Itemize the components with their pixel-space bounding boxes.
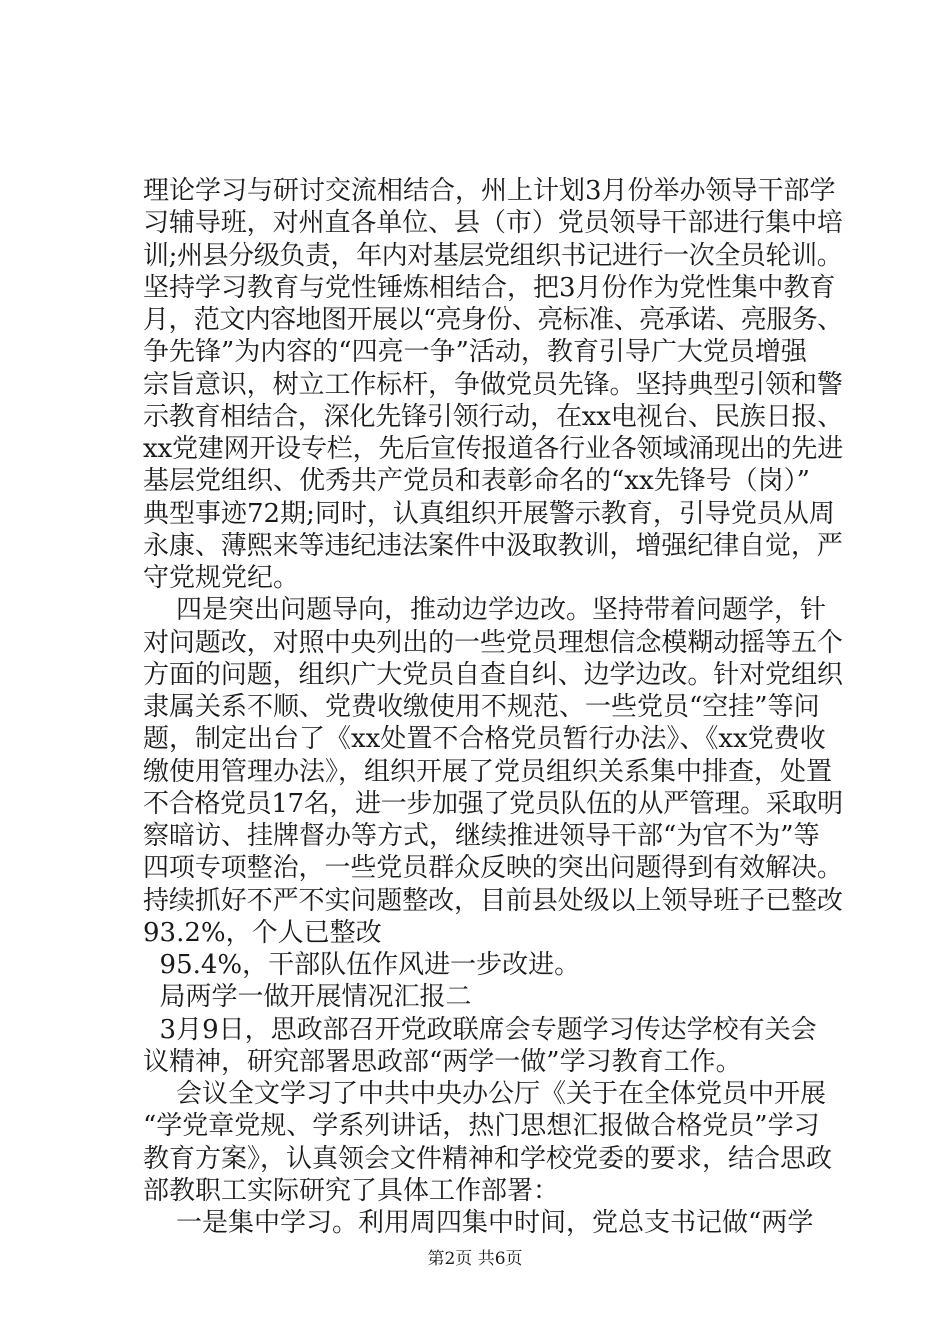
text-line: 教育方案》，认真领会文件精神和学校党委的要求，结合思政 bbox=[143, 1143, 833, 1174]
text-line: 部教职工实际研究了具体工作部署： bbox=[143, 1175, 560, 1206]
text-line: 基层党组织、优秀共产党员和表彰命名的“xx先锋号（岗）” bbox=[143, 466, 810, 497]
text-line: 月，范文内容地图开展以“亮身份、亮标准、亮承诺、亮服务、 bbox=[143, 305, 843, 335]
text-line: 察暗访、挂牌督办等方式，继续推进领导干部“为官不为”等 bbox=[143, 821, 820, 851]
text-line: 缴使用管理办法》，组织开展了党员组织关系集中排查，处置 bbox=[143, 756, 833, 787]
text-line: 典型事迹72期;同时，认真组织开展警示教育，引导党员从周 bbox=[143, 498, 835, 529]
text-line: “学党章党规、学系列讲话，热门思想汇报做合格党员”学习 bbox=[143, 1111, 820, 1142]
text-line: 93.2%，个人已整改 bbox=[143, 917, 382, 948]
text-line: 四项专项整治，一些党员群众反映的突出问题得到有效解决。 bbox=[143, 853, 843, 884]
text-line: 对问题改，对照中央列出的一些党员理想信念模糊动摇等五个 bbox=[143, 627, 843, 658]
text-line: 3月9日，思政部召开党政联席会专题学习传达学校有关会 bbox=[143, 1014, 817, 1045]
text-line: xx党建网开设专栏，先后宣传报道各行业各领域涌现出的先进 bbox=[143, 434, 843, 464]
text-line: 不合格党员17名，进一步加强了党员队伍的从严管理。采取明 bbox=[143, 788, 843, 819]
text-line: 宗旨意识，树立工作标杆，争做党员先锋。坚持典型引领和警 bbox=[143, 369, 843, 400]
text-line: 坚持学习教育与党性锤炼相结合，把3月份作为党性集中教育 bbox=[143, 272, 836, 303]
page-number-footer: 第2页 共6页 bbox=[427, 1249, 523, 1269]
text-line: 隶属关系不顺、党费收缴使用不规范、一些党员“空挂”等问 bbox=[143, 692, 820, 722]
text-line: 永康、薄熙来等违纪违法案件中汲取教训，增强纪律自觉，严 bbox=[143, 530, 843, 561]
text-line: 95.4%，干部队伍作风进一步改进。 bbox=[143, 950, 581, 980]
text-line: 守党规党纪。 bbox=[143, 563, 300, 593]
text-line: 争先锋”为内容的“四亮一争”活动，教育引导广大党员增强 bbox=[143, 337, 807, 368]
text-line: 方面的问题，组织广大党员自查自纠、边学边改。针对党组织 bbox=[143, 659, 843, 690]
text-line: 训;州县分级负责，年内对基层党组织书记进行一次全员轮训。 bbox=[143, 240, 843, 271]
text-line: 议精神，研究部署思政部“两学一做”学习教育工作。 bbox=[143, 1046, 742, 1077]
text-line: 持续抓好不严不实问题整改，目前县处级以上领导班子已整改 bbox=[143, 885, 843, 916]
body-text bbox=[143, 175, 843, 1239]
text-line: 题，制定出台了《xx处置不合格党员暂行办法》、《xx党费收 bbox=[143, 724, 826, 755]
text-line: 习辅导班，对州直各单位、县（市）党员领导干部进行集中培 bbox=[143, 208, 843, 239]
text-line: 理论学习与研讨交流相结合，州上计划3月份举办领导干部学 bbox=[143, 176, 836, 206]
text-line: 示教育相结合，深化先锋引领行动，在xx电视台、民族日报、 bbox=[143, 401, 843, 432]
text-line: 局两学一做开展情况汇报二 bbox=[143, 982, 472, 1013]
text-line: 一是集中学习。利用周四集中时间，党总支书记做“两学 bbox=[143, 1208, 814, 1238]
text-line: 四是突出问题导向，推动边学边改。坚持带着问题学，针 bbox=[143, 595, 827, 626]
text-line: 会议全文学习了中共中央办公厅《关于在全体党员中开展 bbox=[143, 1079, 827, 1109]
